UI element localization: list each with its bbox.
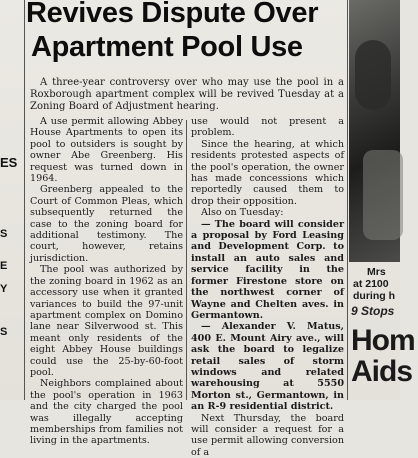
headline-line-2: Apartment Pool Use: [31, 31, 303, 63]
right-caption-line-3: during h: [353, 290, 395, 302]
photo-fragment: [349, 0, 400, 262]
lead-paragraph: A three-year controversy over who may use the pool in a Roxborough apartment complex will be revived Tuesday at a Zoning Board of Adjustment hearing.: [30, 77, 344, 112]
col2-paragraph-1: use would not present a problem.: [191, 116, 344, 139]
col1-paragraph-4: Neighbors complained about the pool's operation in 1963 and the city charged the pool was illegally accepting memberships from families not living in the apartments.: [30, 378, 183, 447]
headline-line-1: Revives Dispute Over: [26, 0, 319, 29]
left-fragment-3: E: [0, 260, 8, 272]
col2-paragraph-2: Since the hearing, at which residents protested aspects of the pool's operation, the owner has made concessions which reportedly caused them to drop their opposition.: [191, 138, 344, 207]
left-fragment-2: S: [0, 228, 8, 240]
right-headline-line-1: Hom: [351, 324, 415, 357]
col1-paragraph-1: A use permit allowing Abbey House Apartments to open its pool to outsiders is sought by owner Abe Greenberg. His request was turned down in 1964.: [30, 116, 183, 185]
column-rule-left: [24, 0, 25, 400]
photo-shape-dark: [355, 40, 391, 110]
col2-paragraph-3: Also on Tuesday:: [201, 207, 284, 219]
right-caption-line-2: at 2100: [353, 278, 389, 290]
col1-paragraph-2: Greenberg appealed to the Court of Common Pleas, which subsequently returned the case to the zoning board for additional testimony. The court, however, retains jurisdiction.: [30, 184, 183, 264]
col2-paragraph-6: Next Thursday, the board will consider a request for a use permit allowing conversion of a: [191, 412, 344, 458]
body-column-2: [191, 116, 344, 458]
col1-paragraph-3: The pool was authorized by the zoning board in 1962 as an accessory use when it granted variances to build the 97-unit apartment complex on Domino lane near Silverwood st. This meant only residents of the eight Abbey House buildings could use the 25-by-60-foot pool.: [30, 264, 183, 378]
article-headline: [26, 0, 348, 64]
col2-paragraph-4: — The board will consider a proposal by Ford Leasing and Development Corp. to install an auto sales and service facility in the former Firestone store on the northwest corner of Wayne and Chelten aves. in Germantown.: [191, 218, 344, 321]
left-fragment-1: ES: [0, 155, 18, 170]
left-fragment-5: S: [0, 326, 8, 338]
left-fragment-4: Y: [0, 283, 8, 295]
right-headline-line-2: Aids: [351, 355, 413, 388]
col2-paragraph-5: — Alexander V. Matus, 400 E. Mount Airy ave., will ask the board to legalize retail sales of storm windows and related warehousing at 5550 Morton st., Germantown, in an R-9 residential district.: [191, 321, 344, 413]
photo-shape-light: [363, 150, 403, 240]
right-subhead: 9 Stops: [351, 304, 395, 318]
left-column-fragment: [0, 0, 22, 400]
column-rule-middle: [186, 120, 187, 400]
right-caption-line-1: Mrs: [367, 266, 386, 278]
body-column-1: [30, 116, 183, 447]
